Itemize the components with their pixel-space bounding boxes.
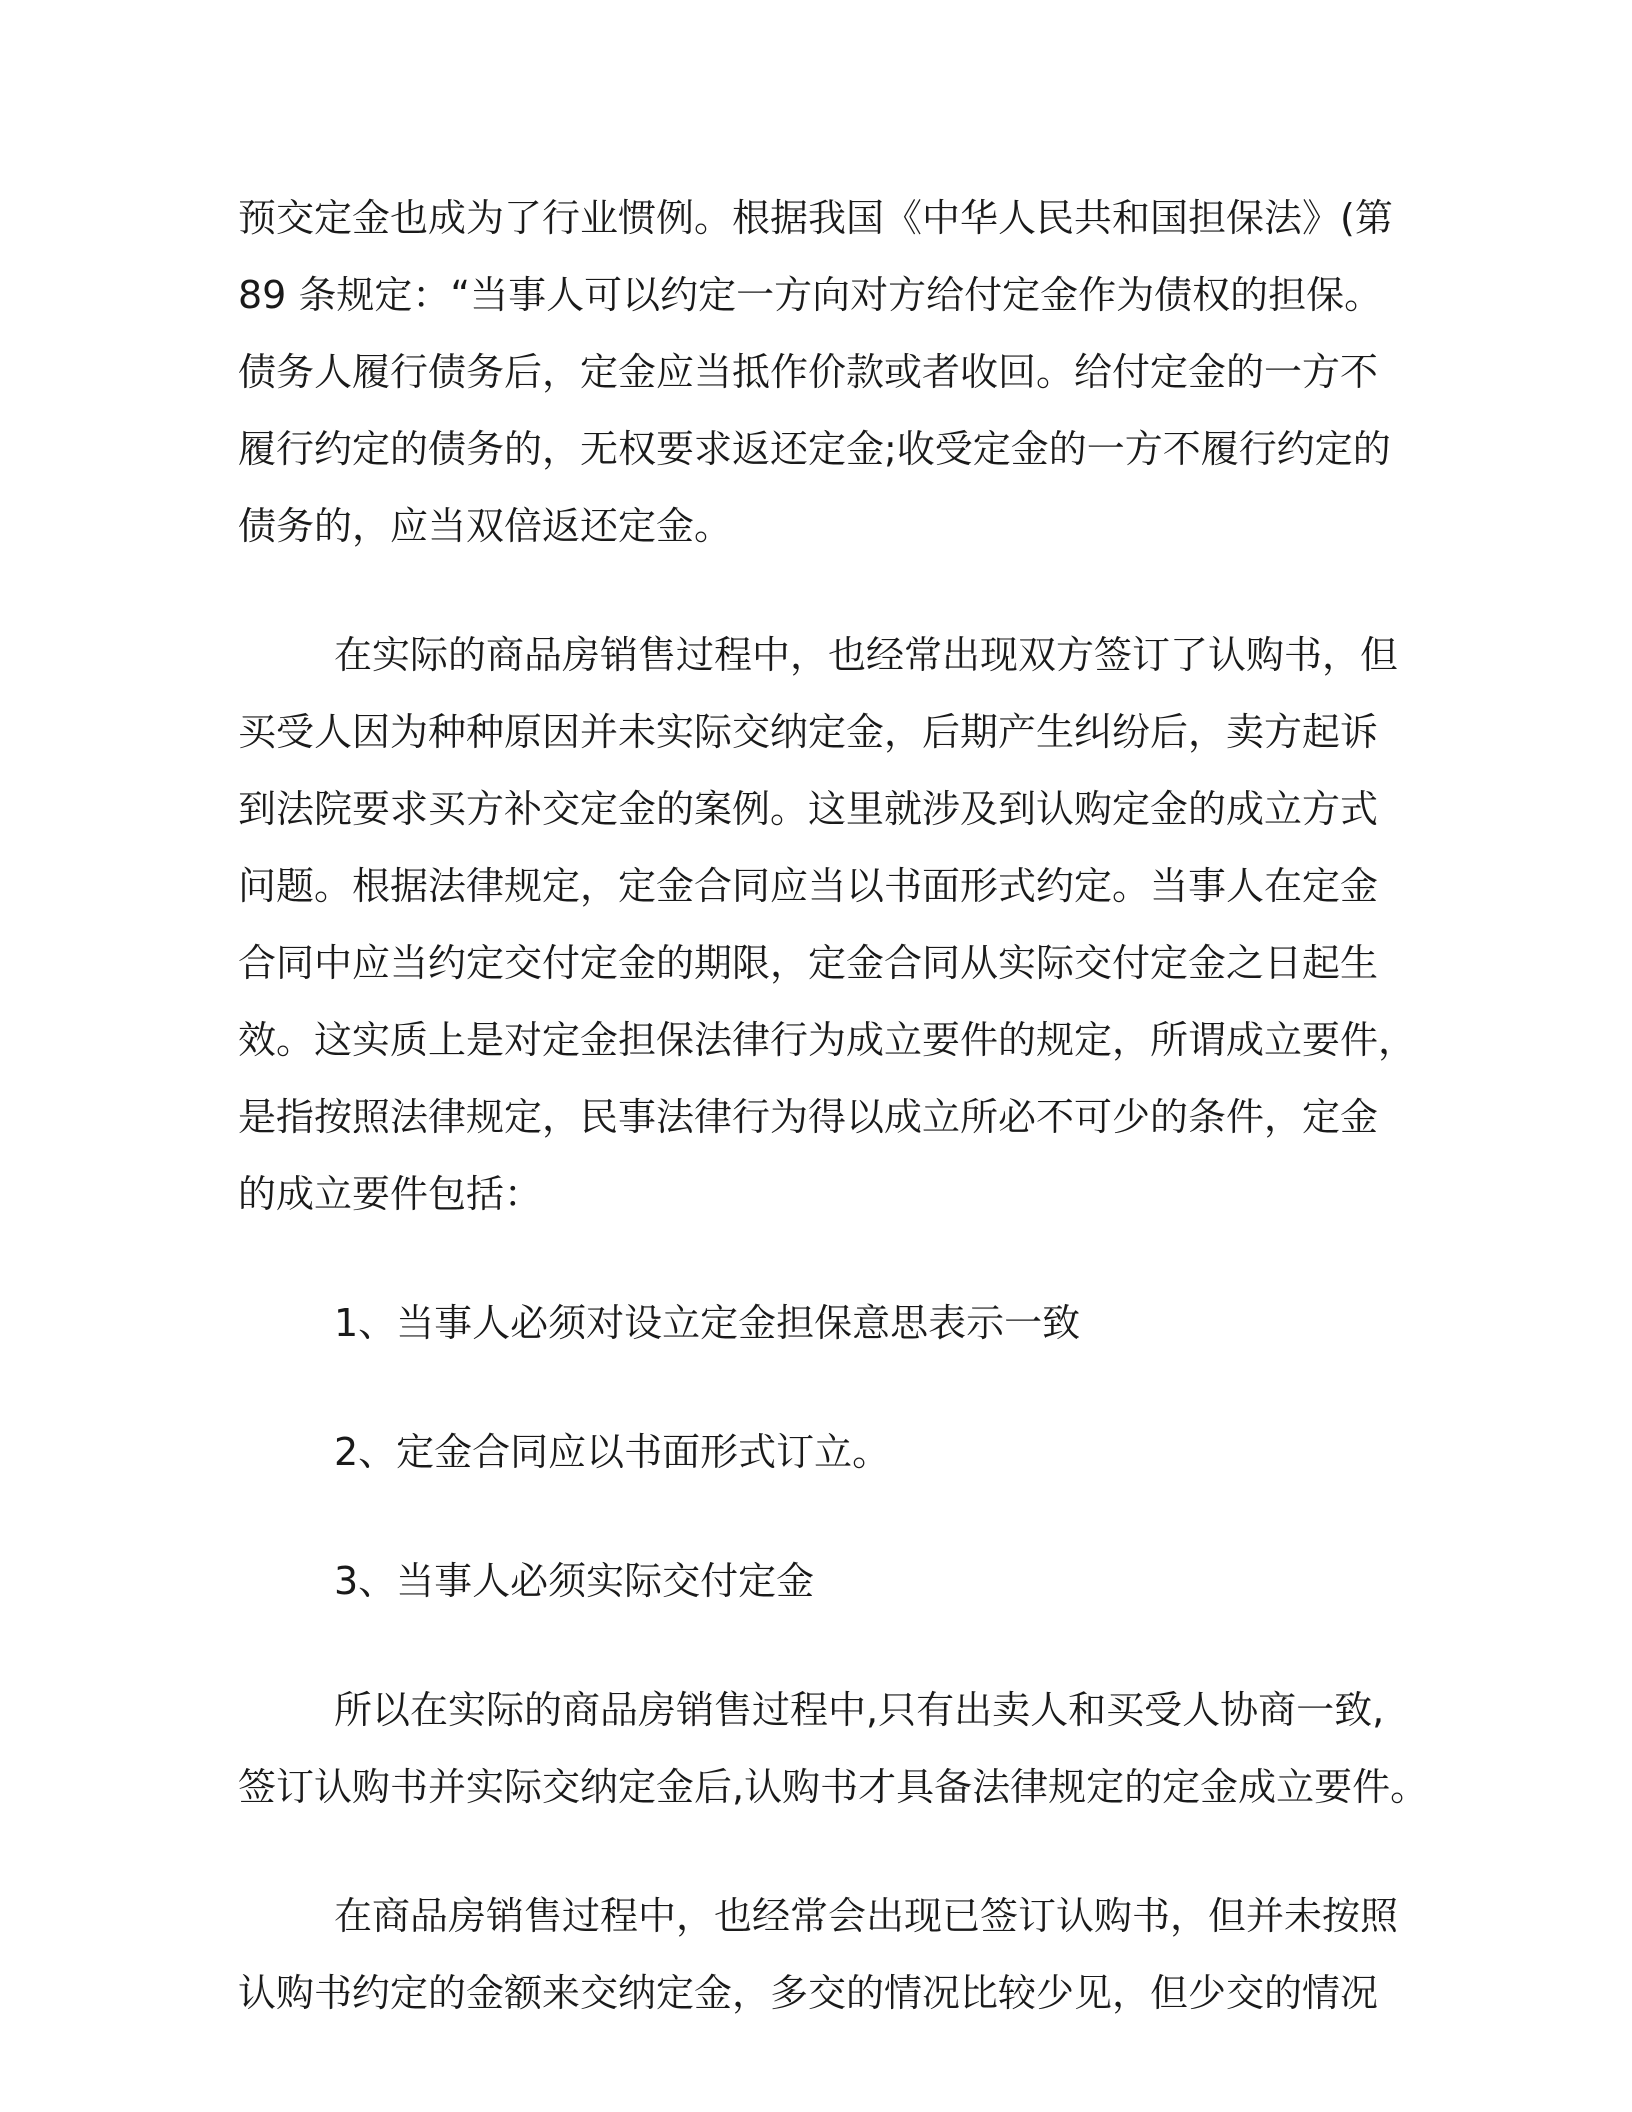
text-line: 在商品房销售过程中，也经常会出现已签订认购书，但并未按照	[334, 1894, 1399, 1938]
text-line: 在实际的商品房销售过程中，也经常出现双方签订了认购书，但	[334, 633, 1399, 677]
paragraph-deposit-custom	[238, 180, 1393, 565]
text-line: 的成立要件包括：	[238, 1172, 543, 1216]
text-line: 债务的，应当双倍返还定金。	[238, 504, 733, 548]
text-line: 签订认购书并实际交纳定金后,认购书才具备法律规定的定金成立要件。	[238, 1765, 1429, 1809]
paragraph-conclusion	[238, 1672, 1429, 1826]
paragraph-actual-sales	[238, 617, 1417, 1233]
text-line: 债务人履行债务后，定金应当抵作价款或者收回。给付定金的一方不	[238, 350, 1379, 394]
text-line: 是指按照法律规定，民事法律行为得以成立所必不可少的条件，定金	[238, 1095, 1379, 1139]
list-item-1	[238, 1285, 1388, 1362]
text-line: 买受人因为种种原因并未实际交纳定金，后期产生纠纷后，卖方起诉	[238, 710, 1379, 754]
paragraph-deposit-amount	[238, 1878, 1399, 2032]
list-item-2	[238, 1414, 1388, 1491]
text-line: 效。这实质上是对定金担保法律行为成立要件的规定，所谓成立要件，	[238, 1018, 1417, 1062]
text-line: 认购书约定的金额来交纳定金，多交的情况比较少见，但少交的情况	[238, 1971, 1379, 2015]
document-body	[238, 180, 1429, 2032]
text-line: 89 条规定：“当事人可以约定一方向对方给付定金作为债权的担保。	[238, 273, 1383, 317]
text-line: 预交定金也成为了行业惯例。根据我国《中华人民共和国担保法》(第	[238, 196, 1393, 240]
text-line: 3、当事人必须实际交付定金	[334, 1559, 815, 1603]
text-line: 问题。根据法律规定，定金合同应当以书面形式约定。当事人在定金	[238, 864, 1379, 908]
text-line: 到法院要求买方补交定金的案例。这里就涉及到认购定金的成立方式	[238, 787, 1379, 831]
text-line: 1、当事人必须对设立定金担保意思表示一致	[334, 1301, 1081, 1345]
text-line: 所以在实际的商品房销售过程中,只有出卖人和买受人协商一致,	[334, 1688, 1385, 1732]
text-line: 2、定金合同应以书面形式订立。	[334, 1430, 891, 1474]
list-item-3	[238, 1543, 1388, 1620]
text-line: 履行约定的债务的，无权要求返还定金;收受定金的一方不履行约定的	[238, 427, 1391, 471]
text-line: 合同中应当约定交付定金的期限，定金合同从实际交付定金之日起生	[238, 941, 1379, 985]
